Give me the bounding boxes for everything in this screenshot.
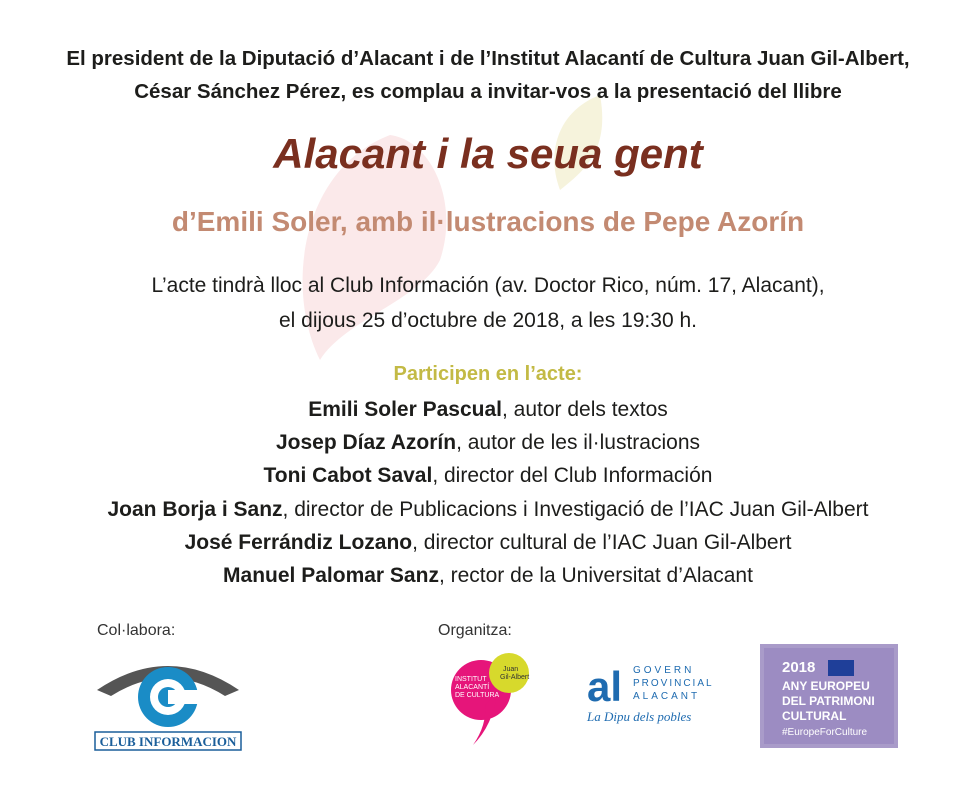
- book-subtitle: d’Emili Soler, amb il·lustracions de Pepe Azorín: [171, 206, 805, 237]
- date-line: el dijous 25 d’octubre de 2018, a les 19:30 h.: [279, 309, 697, 332]
- participant-name: José Ferrándiz Lozano: [184, 530, 413, 554]
- participant-role: , director del Club Información: [432, 464, 713, 488]
- diputacio-logo: [585, 655, 714, 727]
- book-title: Alacant i la seua gent: [273, 130, 703, 177]
- eu-line-1: ANY EUROPEU: [782, 679, 870, 693]
- eu-hashtag: #EuropeForCulture: [782, 727, 868, 738]
- iac-small-1: Juan: [503, 666, 519, 673]
- participant-item: [0, 426, 976, 459]
- invitation-intro: [0, 42, 976, 108]
- participant-item: [0, 459, 976, 492]
- participant-role: , rector de la Universitat d’Alacant: [438, 564, 753, 588]
- iac-line-2: ALACANTÍ: [455, 684, 490, 691]
- eu-heritage-logo: [760, 644, 898, 748]
- iac-line-3: DE CULTURA: [455, 692, 500, 699]
- eu-line-3: CULTURAL: [782, 709, 847, 723]
- participant-name: Joan Borja i Sanz: [107, 497, 283, 521]
- iac-small-2: Gil-Albert: [500, 674, 530, 681]
- dipu-mark: al: [587, 663, 623, 710]
- club-informacion-logo: [95, 650, 241, 752]
- intro-line-1: El president de la Diputació d’Alacant i de l’Institut Alacantí de Cultura Juan Gil-Albert,: [66, 47, 910, 70]
- participant-item: [0, 393, 976, 426]
- participant-name: Josep Díaz Azorín: [275, 431, 457, 455]
- dipu-line-2: PROVINCIAL: [633, 678, 714, 689]
- collabora-label: Col·labora:: [97, 622, 176, 639]
- eu-year: 2018: [782, 659, 816, 676]
- organitza-label: Organitza:: [438, 622, 512, 639]
- dipu-tagline: La Dipu dels pobles: [587, 709, 692, 724]
- participant-name: Manuel Palomar Sanz: [223, 564, 439, 588]
- dipu-line-3: ALACANT: [633, 691, 701, 702]
- participant-item: [0, 559, 976, 592]
- participant-role: , autor de les il·lustracions: [456, 431, 701, 455]
- participant-item: [0, 493, 976, 526]
- dipu-line-1: GOVERN: [633, 665, 695, 676]
- participant-item: [0, 526, 976, 559]
- participant-role: , director cultural de l’IAC Juan Gil-Albert: [412, 530, 792, 554]
- participant-role: , autor dels textos: [502, 398, 668, 421]
- participant-name: Emili Soler Pascual: [308, 398, 502, 421]
- iac-logo: [445, 645, 535, 750]
- eu-line-2: DEL PATRIMONI: [782, 694, 875, 708]
- intro-line-2: César Sánchez Pérez, es complau a invitar-vos a la presentació del llibre: [134, 80, 842, 103]
- participants-list: [0, 393, 976, 592]
- participants-heading: Participen en l’acte:: [393, 363, 583, 385]
- eu-flag-icon: [828, 660, 854, 676]
- event-details: [0, 268, 976, 338]
- participant-role: , director de Publicacions i Investigació de l’IAC Juan Gil-Albert: [282, 497, 869, 521]
- iac-line-1: INSTITUT: [455, 676, 487, 683]
- club-logo-text: CLUB INFORMACION: [99, 734, 237, 749]
- venue-line: L’acte tindrà lloc al Club Información (av. Doctor Rico, núm. 17, Alacant),: [151, 274, 825, 297]
- participant-name: Toni Cabot Saval: [263, 464, 433, 488]
